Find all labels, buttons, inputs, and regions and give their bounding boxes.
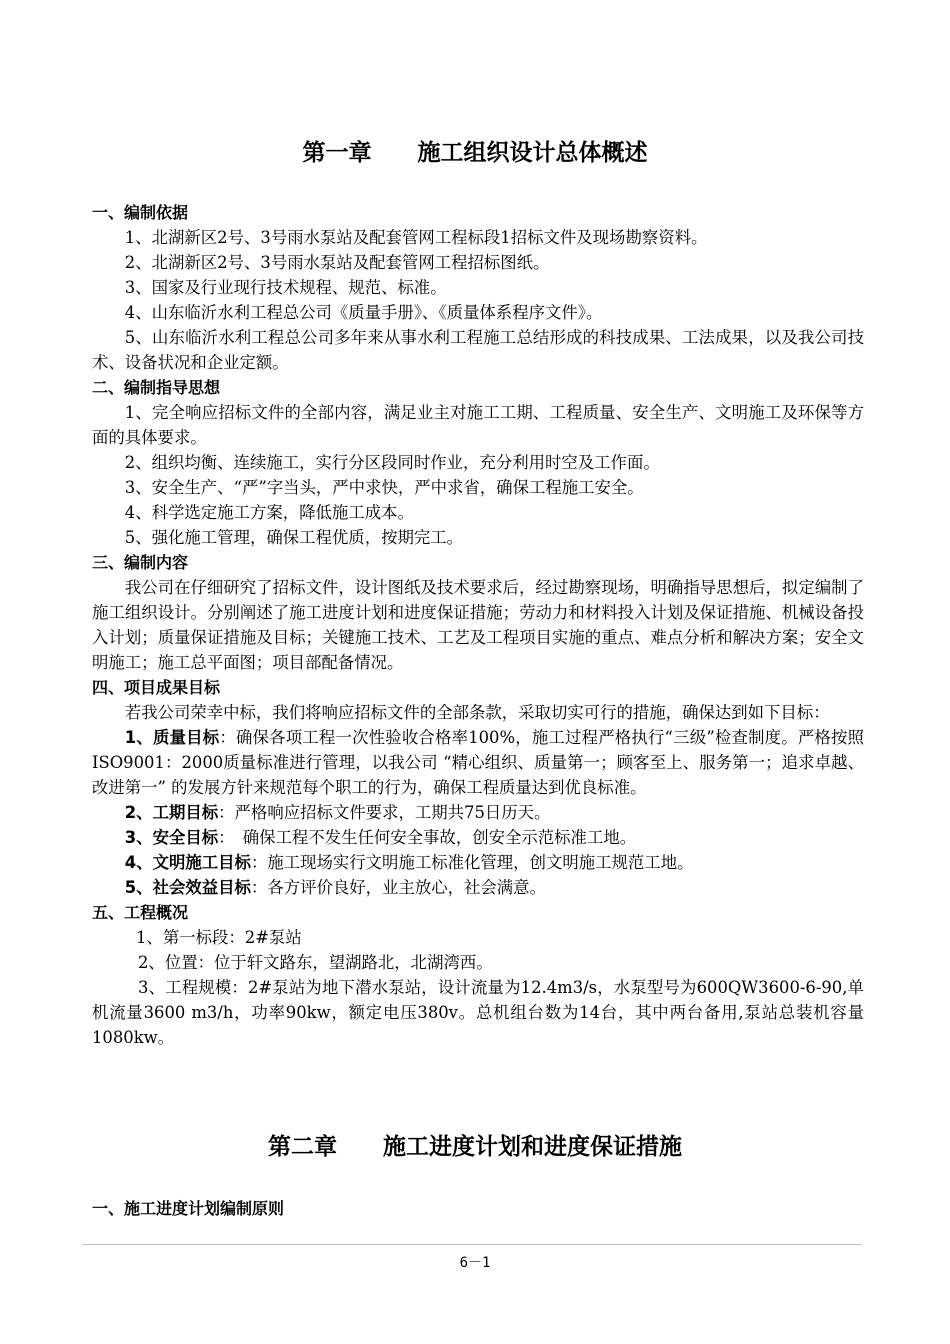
goal-text: ：施工现场实行文明施工标准化管理，创文明施工规范工地。 bbox=[250, 853, 694, 872]
goal-item bbox=[92, 850, 864, 875]
section-heading-guiding-ideas: 二、编制指导思想 bbox=[92, 378, 221, 397]
chapter1-content bbox=[92, 200, 864, 1050]
list-item: 2、北湖新区2号、3号雨水泵站及配套管网工程招标图纸。 bbox=[124, 253, 550, 272]
section-heading-basis: 一、编制依据 bbox=[92, 203, 189, 222]
section-heading-goals: 四、项目成果目标 bbox=[92, 678, 221, 697]
footer-divider bbox=[82, 1244, 862, 1245]
chapter1-title: 第一章 施工组织设计总体概述 bbox=[302, 140, 648, 166]
goal-item bbox=[92, 725, 864, 800]
goal-label: 1、质量目标 bbox=[124, 728, 220, 747]
list-item: 3、工程规模：2#泵站为地下潜水泵站，设计流量为12.4m3/s，水泵型号为600QW3600-6-90,单机流量3600 m3/h，功率90kw，额定电压380v。总机组台数为14台，其中两台备用,泵站总装机容量1080kw。 bbox=[92, 978, 864, 1047]
paragraph: 若我公司荣幸中标，我们将响应招标文件的全部条款，采取切实可行的措施，确保达到如下目标： bbox=[124, 703, 830, 722]
list-item: 1、完全响应招标文件的全部内容，满足业主对施工工期、工程质量、安全生产、文明施工及环保等方面的具体要求。 bbox=[92, 403, 864, 447]
list-item: 1、第一标段：2#泵站 bbox=[136, 928, 302, 947]
goal-label: 3、安全目标 bbox=[124, 828, 219, 847]
goal-text: ：确保各项工程一次性验收合格率100%，施工过程严格执行“三级”检查制度。严格按照ISO9001：2000质量标准进行管理，以我公司 “精心组织、质量第一；顾客至上、服务第一；追求卓越、改进第一” 的发展方针来规范每个职工的行为，确保工程质量达到优良标准。 bbox=[92, 728, 865, 797]
list-item: 4、科学选定施工方案，降低施工成本。 bbox=[124, 503, 414, 522]
list-item: 5、强化施工管理，确保工程优质，按期完工。 bbox=[124, 528, 464, 547]
list-item: 3、安全生产、“严”字当头，严中求快，严中求省，确保工程施工安全。 bbox=[124, 478, 644, 497]
goal-text: ： 确保工程不发生任何安全事故，创安全示范标准工地。 bbox=[218, 828, 637, 847]
list-item: 2、组织均衡、连续施工，实行分区段同时作业，充分利用时空及工作面。 bbox=[124, 453, 660, 472]
goal-label: 4、文明施工目标 bbox=[124, 853, 251, 872]
list-item: 2、位置：位于轩文路东，望湖路北，北湖湾西。 bbox=[138, 953, 493, 972]
goal-item bbox=[92, 875, 864, 900]
goal-label: 2、工期目标 bbox=[124, 803, 219, 822]
paragraph: 我公司在仔细研究了招标文件，设计图纸及技术要求后，经过勘察现场，明确指导思想后，拟定编制了施工组织设计。分别阐述了施工进度计划和进度保证措施；劳动力和材料投入计划及保证措施、机械设备投入计划；质量保证措施及目标；关键施工技术、工艺及工程项目实施的重点、难点分析和解决方案；安全文明施工；施工总平面图；项目部配备情况。 bbox=[92, 578, 864, 672]
chapter2-title: 第二章 施工进度计划和进度保证措施 bbox=[268, 1134, 682, 1160]
section-heading-content: 三、编制内容 bbox=[92, 553, 189, 572]
section-heading-schedule-principles: 一、施工进度计划编制原则 bbox=[92, 1199, 285, 1218]
list-item: 1、北湖新区2号、3号雨水泵站及配套管网工程标段1招标文件及现场勘察资料。 bbox=[124, 228, 708, 247]
list-item: 4、山东临沂水利工程总公司《质量手册》、《质量体系程序文件》。 bbox=[124, 303, 603, 322]
goal-item bbox=[92, 800, 864, 825]
page-number: 6－1 bbox=[459, 1255, 491, 1271]
list-item: 3、国家及行业现行技术规程、规范、标准。 bbox=[124, 278, 447, 297]
goal-item bbox=[92, 825, 864, 850]
goal-text: ：各方评价良好，业主放心，社会满意。 bbox=[250, 878, 546, 897]
list-item: 5、山东临沂水利工程总公司多年来从事水利工程施工总结形成的科技成果、工法成果，以及我公司技术、设备状况和企业定额。 bbox=[92, 328, 864, 372]
section-heading-overview: 五、工程概况 bbox=[92, 903, 189, 922]
goal-label: 5、社会效益目标 bbox=[124, 878, 251, 897]
goal-text: ：严格响应招标文件要求，工期共75日历天。 bbox=[218, 803, 551, 822]
